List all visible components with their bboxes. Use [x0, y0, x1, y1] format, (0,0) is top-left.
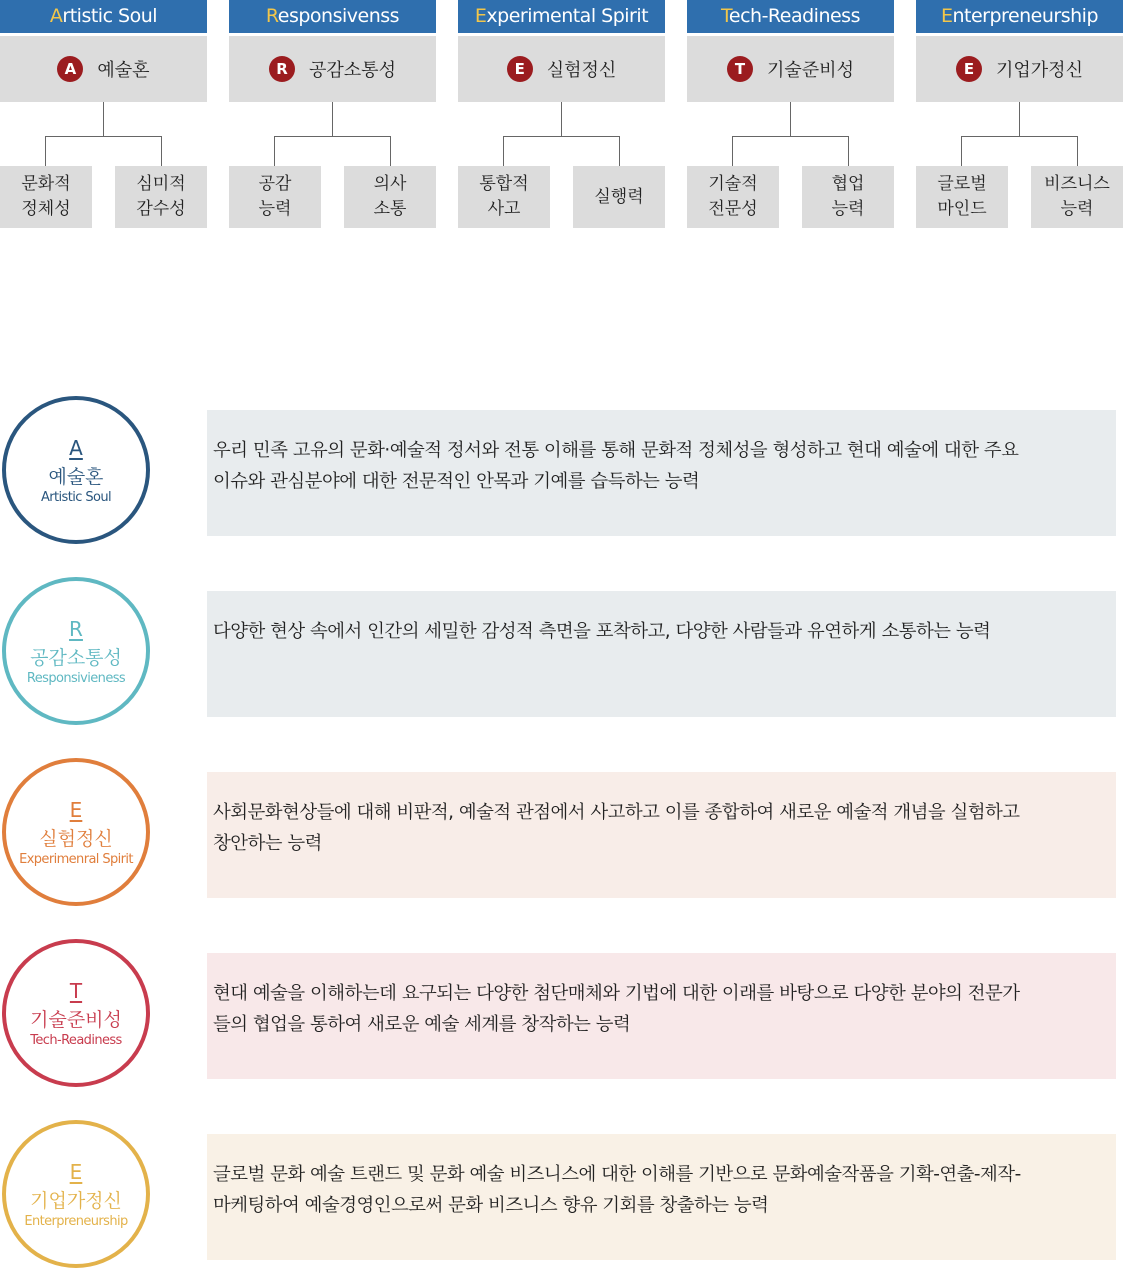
connector-line	[961, 136, 1078, 137]
description-line: 글로벌 문화 예술 트랜드 및 문화 예술 비즈니스에 대한 이해를 기반으로 문화예술작품을 기확-연출-제작-	[213, 1164, 1021, 1185]
column-enterpreneurship	[916, 0, 1123, 230]
connector-line	[103, 102, 104, 136]
sub-competency-label: 능력	[831, 199, 865, 219]
column-artistic-soul	[0, 0, 207, 230]
sub-competency-label: 능력	[1060, 199, 1094, 219]
connector-line	[1077, 136, 1078, 166]
competency-circle	[2, 396, 150, 544]
connector-line	[332, 102, 333, 136]
connector-line	[503, 136, 620, 137]
connector-line	[390, 136, 391, 166]
sub-competency-label: 비즈니스	[1044, 174, 1110, 194]
sub-competency-label: 문화적	[21, 174, 71, 194]
connector-line	[45, 136, 46, 166]
circle-title: 공감소통성	[30, 646, 122, 669]
sub-competency-label: 전문성	[708, 199, 758, 219]
connector-line	[961, 136, 962, 166]
description-line: 마케팅하여 예술경영인으로써 문화 비즈니스 향유 기회를 창출하는 능력	[213, 1195, 769, 1216]
competency-row-t	[0, 939, 1125, 1085]
circle-title: 기술준비성	[30, 1008, 122, 1031]
connector-line	[848, 136, 849, 166]
column-title-box	[916, 36, 1123, 102]
sub-competency-label: 소통	[373, 199, 407, 219]
connector-line	[274, 136, 275, 166]
competency-circle	[2, 939, 150, 1087]
column-title-box	[229, 36, 436, 102]
sub-competency-box	[1031, 166, 1123, 228]
circle-title: 예술혼	[48, 465, 104, 488]
circle-letter: T	[69, 978, 83, 1003]
column-title: 실험정신	[546, 60, 617, 81]
connector-line	[45, 136, 162, 137]
description-box	[207, 772, 1116, 898]
sub-competency-label: 마인드	[937, 199, 987, 219]
circle-letter: E	[69, 1159, 83, 1184]
sub-competency-box	[0, 166, 92, 228]
column-title: 기업가정신	[996, 60, 1083, 81]
connector-line	[790, 102, 791, 136]
connector-line	[1019, 102, 1020, 136]
column-header: Artistic Soul	[0, 0, 207, 33]
sub-competency-box	[573, 166, 665, 228]
description-line: 사회문화현상들에 대해 비판적, 예술적 관점에서 사고하고 이를 종합하여 새로운 예술적 개념을 실험하고	[213, 802, 1020, 823]
sub-competency-box	[229, 166, 321, 228]
circle-subtitle: Responsivieness	[26, 670, 126, 686]
description-line: 다양한 현상 속에서 인간의 세밀한 감성적 측면을 포착하고, 다양한 사람들과 유연하게 소통하는 능력	[213, 621, 991, 642]
circle-title: 기업가정신	[30, 1189, 122, 1212]
description-line: 현대 예술을 이해하는데 요구되는 다양한 첨단매체와 기법에 대한 이래를 바탕으로 다양한 분야의 전문가	[213, 983, 1020, 1004]
description-box	[207, 953, 1116, 1079]
sub-competency-label: 사고	[487, 199, 521, 219]
sub-competency-box	[115, 166, 207, 228]
sub-competency-label: 심미적	[136, 174, 186, 194]
letter-badge: A	[57, 56, 83, 82]
sub-competency-box	[802, 166, 894, 228]
competency-row-r	[0, 577, 1125, 723]
description-box	[207, 1134, 1116, 1260]
column-header: Enterpreneurship	[916, 0, 1123, 33]
connector-line	[161, 136, 162, 166]
connector-line	[561, 102, 562, 136]
column-experimental-spirit	[458, 0, 665, 230]
column-title-box	[687, 36, 894, 102]
sub-competency-box	[458, 166, 550, 228]
connector-line	[732, 136, 849, 137]
sub-competency-box	[344, 166, 436, 228]
competency-circle	[2, 1120, 150, 1268]
circle-subtitle: Experimenral Spirit	[19, 851, 133, 867]
description-line: 창안하는 능력	[213, 833, 322, 854]
sub-competency-label: 글로벌	[937, 174, 987, 194]
sub-competency-label: 공감	[258, 174, 292, 194]
description-line: 우리 민족 고유의 문화·예술적 정서와 전통 이해를 통해 문화적 정체성을 형성하고 현대 예술에 대한 주요	[213, 440, 1019, 461]
column-header: Responsivenss	[229, 0, 436, 33]
column-title: 기술준비성	[767, 60, 854, 81]
column-title-box	[0, 36, 207, 102]
connector-line	[274, 136, 391, 137]
sub-competency-label: 정체성	[21, 199, 71, 219]
circle-subtitle: Tech-Readiness	[30, 1032, 122, 1048]
competency-circle	[2, 758, 150, 906]
circle-letter: E	[69, 797, 83, 822]
circle-title: 실험정신	[39, 827, 113, 850]
circle-subtitle: Artistic Soul	[41, 489, 111, 505]
description-box	[207, 410, 1116, 536]
circle-subtitle: Enterpreneurship	[24, 1213, 128, 1229]
sub-competency-box	[916, 166, 1008, 228]
sub-competency-label: 능력	[258, 199, 292, 219]
column-title: 공감소통성	[309, 60, 396, 81]
sub-competency-box	[687, 166, 779, 228]
connector-line	[503, 136, 504, 166]
sub-competency-label: 감수성	[136, 199, 186, 219]
description-line: 들의 협업을 통하여 새로운 예술 세계를 창작하는 능력	[213, 1014, 631, 1035]
description-box	[207, 591, 1116, 717]
connector-line	[619, 136, 620, 166]
sub-competency-label: 통합적	[479, 174, 529, 194]
sub-competency-label: 협업	[831, 174, 865, 194]
competency-row-a	[0, 396, 1125, 542]
column-tech-readiness	[687, 0, 894, 230]
column-responsiveness	[229, 0, 436, 230]
sub-competency-label: 의사	[373, 174, 407, 194]
letter-badge: R	[269, 56, 295, 82]
column-header: Experimental Spirit	[458, 0, 665, 33]
circle-letter: R	[69, 616, 83, 641]
connector-line	[732, 136, 733, 166]
letter-badge: E	[507, 56, 533, 82]
letter-badge: E	[956, 56, 982, 82]
competency-row-e2	[0, 1120, 1125, 1266]
circle-letter: A	[69, 435, 83, 460]
competency-row-e	[0, 758, 1125, 904]
letter-badge: T	[727, 56, 753, 82]
competency-circle	[2, 577, 150, 725]
sub-competency-label: 실행력	[594, 186, 644, 207]
sub-competency-label: 기술적	[708, 174, 758, 194]
column-title: 예술혼	[97, 60, 150, 81]
description-line: 이슈와 관심분야에 대한 전문적인 안목과 기예를 습득하는 능력	[213, 471, 700, 492]
column-header: Tech-Readiness	[687, 0, 894, 33]
column-title-box	[458, 36, 665, 102]
